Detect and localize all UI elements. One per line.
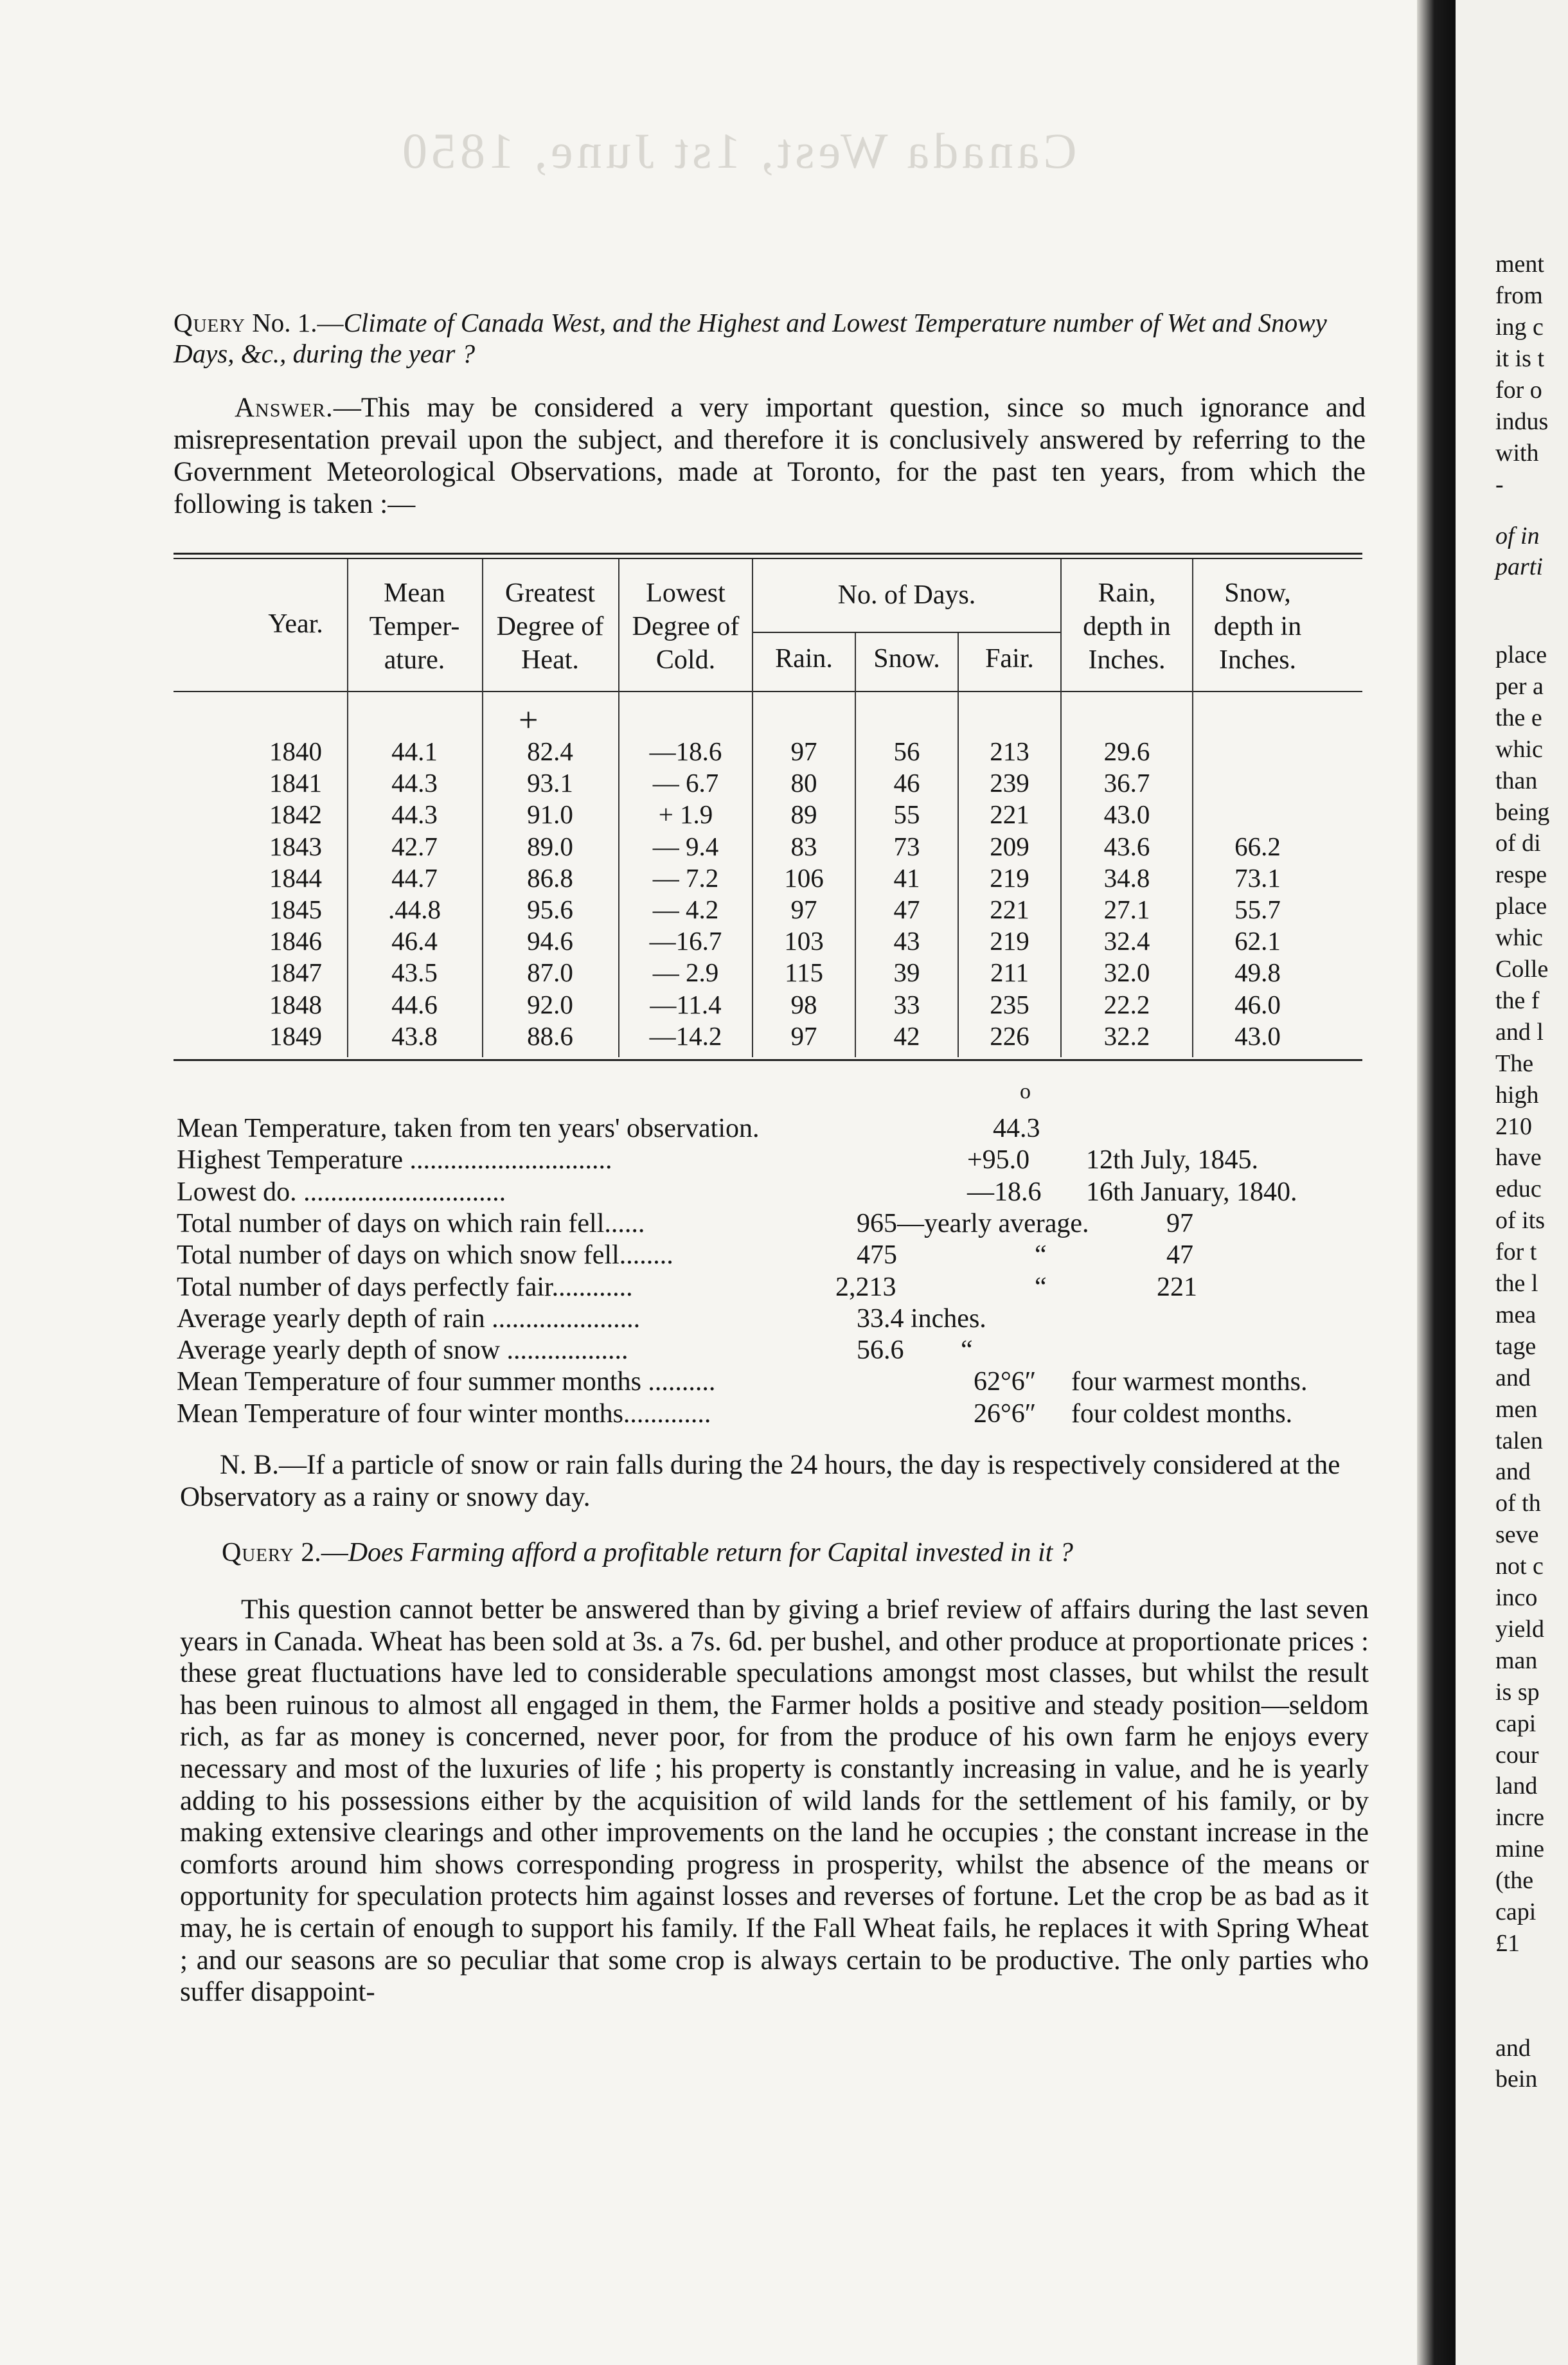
cell-mean: 44.3 [391, 768, 438, 798]
right-page-line: ing c [1495, 314, 1544, 341]
right-page-line: 210 [1495, 1112, 1532, 1140]
cell-year: 1847 [269, 958, 322, 988]
cell-snow-depth: 66.2 [1234, 831, 1281, 861]
summary-value: 33.4 inches. [857, 1303, 986, 1334]
cell-mean: 43.8 [391, 1021, 438, 1051]
cell-snow-depth: 43.0 [1234, 1021, 1281, 1051]
cell-rain: 115 [785, 958, 823, 988]
query-2-heading [222, 1539, 1073, 1566]
cell-fair: 235 [990, 989, 1029, 1019]
right-page-line: ment [1495, 251, 1544, 278]
cell-fair: 211 [990, 958, 1029, 988]
right-page-line: talen [1495, 1427, 1543, 1454]
summary-value: 475 [857, 1240, 897, 1271]
cell-heat: 88.6 [527, 1021, 573, 1051]
header-year: Year. [268, 609, 323, 639]
summary-value: 26°6″ [974, 1398, 1037, 1429]
right-page-line: of its [1495, 1207, 1546, 1235]
summary-value: —18.6 [967, 1177, 1042, 1207]
degree-mark: o [1020, 1080, 1031, 1103]
cell-mean: .44.8 [388, 895, 441, 924]
right-page-line: of th [1495, 1490, 1541, 1517]
answer-label: Answer. [235, 393, 334, 423]
right-page-line: and [1495, 1458, 1531, 1486]
summary-extra: 221 [1157, 1272, 1197, 1302]
summary-label: Total number of days perfectly fair............ [177, 1272, 633, 1302]
table-header-rule [174, 691, 1362, 692]
right-page-line: mine [1495, 1835, 1544, 1863]
right-page-line: whic [1495, 924, 1543, 952]
right-page-line: it is t [1495, 345, 1545, 372]
cell-rain: 89 [790, 799, 817, 830]
cell-mean: 44.6 [391, 989, 438, 1019]
cell-snow-depth: 46.0 [1234, 989, 1281, 1019]
cell-heat: 93.1 [527, 768, 573, 798]
right-page-line: land [1495, 1772, 1538, 1800]
right-page-line: and [1495, 2035, 1531, 2062]
cell-fair: 213 [990, 736, 1029, 766]
summary-value: 56.6 [857, 1335, 904, 1366]
right-page-line: men [1495, 1395, 1538, 1423]
right-page-line: place [1495, 641, 1547, 668]
cell-rain-depth: 34.8 [1103, 862, 1150, 893]
right-page-line: Colle [1495, 956, 1549, 983]
right-page-line: high [1495, 1081, 1539, 1109]
right-page-line: capi [1495, 1709, 1537, 1737]
cell-heat: 92.0 [527, 989, 573, 1019]
cell-mean: 43.5 [391, 958, 438, 988]
cell-mean: 44.3 [391, 799, 438, 830]
right-page-line: of di [1495, 830, 1541, 857]
right-page-line: the f [1495, 986, 1540, 1014]
summary-extra: 97 [1166, 1208, 1193, 1238]
summary-label: Lowest do. .............................. [177, 1177, 506, 1207]
cell-fair: 221 [990, 799, 1029, 830]
ditto-mark: “ [961, 1335, 973, 1366]
cell-fair: 219 [990, 926, 1029, 956]
cell-rain: 106 [784, 862, 824, 893]
right-page-line: of in [1495, 522, 1540, 549]
summary-extra: 16th January, 1840. [1086, 1177, 1297, 1207]
summary-value: 44.3 [993, 1114, 1040, 1143]
cell-mean: 46.4 [391, 926, 438, 956]
table-top-rule-2 [174, 558, 1362, 559]
cell-rain-depth: 43.0 [1103, 799, 1150, 830]
ditto-mark: “ [1035, 1240, 1047, 1271]
plus-sign: + [519, 701, 539, 739]
cell-snow: 43 [893, 926, 920, 956]
right-page-line: indus [1495, 408, 1549, 435]
right-page-line: for o [1495, 377, 1542, 404]
cell-rain-depth: 32.0 [1103, 958, 1150, 988]
right-page-line: whic [1495, 735, 1543, 763]
cell-rain: 103 [784, 926, 824, 956]
cell-year: 1846 [269, 926, 322, 956]
right-page-line: than [1495, 767, 1538, 794]
ditto-mark: “ [1035, 1272, 1047, 1302]
cell-fair: 226 [990, 1021, 1029, 1051]
cell-mean: 44.7 [391, 862, 438, 893]
summary-label: Highest Temperature .............................. [177, 1145, 612, 1175]
right-page-line: parti [1495, 553, 1543, 580]
summary-label: Average yearly depth of snow .................. [177, 1335, 628, 1366]
cell-heat: 95.6 [527, 895, 573, 924]
cell-snow-depth: 49.8 [1234, 958, 1281, 988]
cell-rain-depth: 27.1 [1103, 895, 1150, 924]
right-page-line: - [1495, 471, 1504, 498]
summary-label: Mean Temperature of four winter months............. [177, 1398, 711, 1429]
cell-snow-depth: 73.1 [1234, 862, 1281, 893]
cell-snow: 41 [893, 862, 920, 893]
cell-snow: 33 [893, 989, 920, 1019]
right-page-line: bein [1495, 2066, 1538, 2093]
right-page-line: seve [1495, 1521, 1539, 1549]
right-page-line: and [1495, 1364, 1531, 1391]
cell-cold: — 6.7 [652, 768, 719, 798]
table-top-rule [174, 553, 1362, 555]
right-page-line: capi [1495, 1898, 1537, 1925]
right-page-line: £1 [1495, 1929, 1520, 1957]
cell-cold: + 1.9 [658, 799, 713, 830]
cell-cold: —18.6 [649, 736, 722, 766]
right-page-line: place [1495, 893, 1547, 920]
cell-snow: 46 [893, 768, 920, 798]
right-page-line: educ [1495, 1175, 1542, 1203]
cell-cold: —11.4 [650, 989, 722, 1019]
right-page-line: tage [1495, 1332, 1537, 1360]
cell-heat: 91.0 [527, 799, 573, 830]
cell-snow: 73 [893, 831, 920, 861]
right-page-line: man [1495, 1647, 1538, 1674]
right-page-line: with [1495, 440, 1539, 467]
right-page-line: inco [1495, 1584, 1538, 1611]
answer-paragraph [174, 392, 1366, 521]
cell-cold: —16.7 [649, 926, 722, 956]
header-rain-depth: Rain, depth in Inches. [1083, 578, 1171, 675]
cell-heat: 87.0 [527, 958, 573, 988]
header-snow-depth: Snow, depth in Inches. [1213, 578, 1302, 675]
right-page-line: and l [1495, 1018, 1544, 1046]
cell-cold: — 4.2 [652, 895, 719, 924]
query-label: Query [222, 1538, 294, 1567]
cell-snow-depth: 62.1 [1234, 926, 1281, 956]
summary-value: 965—yearly average. [857, 1208, 1089, 1238]
summary-extra: four coldest months. [1071, 1398, 1293, 1429]
days-subheader-rule [753, 632, 1060, 633]
nb-note: N. B.—If a particle of snow or rain falls during the 24 hours, the day is respectively considered at the Observatory as a rainy or snowy day. [180, 1450, 1341, 1512]
summary-extra: 12th July, 1845. [1086, 1145, 1258, 1175]
cell-year: 1845 [269, 895, 322, 924]
right-page-line: respe [1495, 861, 1547, 889]
summary-label: Average yearly depth of rain ...................... [177, 1303, 641, 1334]
right-page-line: not c [1495, 1553, 1544, 1580]
cell-rain: 97 [790, 1021, 817, 1051]
cell-year: 1840 [269, 736, 322, 766]
cell-mean: 42.7 [391, 831, 438, 861]
cell-snow: 42 [893, 1021, 920, 1051]
cell-fair: 239 [990, 768, 1029, 798]
header-snow: Snow. [873, 644, 940, 674]
header-mean: Mean Temper- ature. [369, 578, 460, 675]
summary-label: Total number of days on which rain fell...... [177, 1208, 645, 1238]
cell-rain: 80 [790, 768, 817, 798]
cell-rain-depth: 32.2 [1103, 1021, 1150, 1051]
query-title: Climate of Canada West, and the Highest and Lowest Temperature number of Wet and Snowy Days, &c., during the year ? [174, 308, 1327, 368]
right-page-line: the l [1495, 1270, 1538, 1297]
cell-rain: 97 [790, 736, 817, 766]
cell-heat: 94.6 [527, 926, 573, 956]
bleed-through-header: Canada West, 1st June, 1850 [398, 123, 1077, 179]
cell-snow: 56 [893, 736, 920, 766]
cell-fair: 209 [990, 831, 1029, 861]
cell-heat: 82.4 [527, 736, 573, 766]
summary-extra: 47 [1166, 1240, 1193, 1271]
right-page-line: being [1495, 798, 1550, 826]
cell-year: 1843 [269, 831, 322, 861]
header-fair: Fair. [985, 644, 1034, 674]
cell-fair: 221 [990, 895, 1029, 924]
cell-rain: 98 [790, 989, 817, 1019]
cell-heat: 86.8 [527, 862, 573, 893]
right-page-line: for t [1495, 1238, 1537, 1266]
answer-text: —This may be considered a very important question, since so much ignorance and misrepresentation prevail upon the subject, and therefore it is conclusively answered by referring to the Government Meteorological Observations, made at Toronto, for the past ten years, from which the following is taken :— [174, 393, 1366, 519]
summary-extra: four warmest months. [1071, 1367, 1308, 1397]
right-page-line: from [1495, 282, 1543, 309]
cell-cold: — 9.4 [652, 831, 719, 861]
cell-heat: 89.0 [527, 831, 573, 861]
right-page-line: per a [1495, 672, 1544, 700]
cell-year: 1842 [269, 799, 322, 830]
summary-label: Mean Temperature, taken from ten years' observation. [177, 1114, 760, 1143]
cell-fair: 219 [990, 862, 1029, 893]
cell-snow-depth: 55.7 [1234, 895, 1281, 924]
header-lowest: Lowest Degree of Cold. [632, 578, 740, 675]
cell-year: 1841 [269, 768, 322, 798]
cell-cold: — 2.9 [652, 958, 719, 988]
summary-value: 62°6″ [974, 1367, 1037, 1397]
cell-cold: — 7.2 [652, 862, 719, 893]
right-page-line: the e [1495, 704, 1542, 731]
cell-year: 1844 [269, 862, 322, 893]
query-number: No. 1.— [252, 308, 344, 337]
cell-snow: 55 [893, 799, 920, 830]
cell-rain-depth: 22.2 [1103, 989, 1150, 1019]
cell-year: 1849 [269, 1021, 322, 1051]
header-no-of-days: No. of Days. [837, 580, 976, 610]
right-page-fragment [1456, 0, 1568, 2365]
summary-label: Total number of days on which snow fell........ [177, 1240, 673, 1271]
query-1-heading [174, 307, 1366, 369]
right-page-line: (the [1495, 1867, 1534, 1895]
query-2-answer: This question cannot better be answered than by giving a brief review of affairs during the last seven years in Canada. Wheat has been sold at 3s. a 7s. 6d. per bushel, and other produce at proportionate prices : these great fluctuations have led to considerable speculations amongst most classes, but whilst the result has been ruinous to almost all engaged in them, the Farmer holds a positive and steady position—seldom rich, as far as money is concerned, never poor, for from the produce of his own farm he enjoys every necessary and most of the luxuries of life ; his property is constantly increasing in value, and he is yearly adding to his possessions either by the acquisition of wild lands for the settlement of his family, or by making extensive clearings and other improvements on the land he occupies ; the constant increase in the comforts around him shows corresponding progress in prosperity, whilst the absence of the means or opportunity for speculation protects him against losses and reverses of fortune. Let the crop be as bad as it may, he is certain of enough to support his family. If the Fall Wheat fails, he replaces it with Spring Wheat ; and our seasons are so peculiar that some crop is always certain to be productive. The only parties who suffer disappoint- [180, 1594, 1369, 2008]
summary-label: Mean Temperature of four summer months .......... [177, 1367, 716, 1397]
book-gutter [1417, 0, 1456, 2365]
cell-rain-depth: 32.4 [1103, 926, 1150, 956]
right-page-line: is sp [1495, 1678, 1540, 1706]
cell-rain: 97 [790, 895, 817, 924]
cell-cold: —14.2 [649, 1021, 722, 1051]
query-number: 2.— [301, 1538, 348, 1567]
header-greatest: Greatest Degree of Heat. [496, 578, 604, 675]
summary-value: +95.0 [967, 1145, 1030, 1175]
cell-rain-depth: 29.6 [1103, 736, 1150, 766]
cell-snow: 39 [893, 958, 920, 988]
cell-rain: 83 [790, 831, 817, 861]
query-label: Query [174, 308, 245, 337]
table-bottom-rule [174, 1059, 1362, 1061]
summary-value: 2,213 [835, 1272, 896, 1302]
cell-rain-depth: 43.6 [1103, 831, 1150, 861]
cell-snow: 47 [893, 895, 920, 924]
right-page-line: yield [1495, 1615, 1544, 1643]
header-rain: Rain. [775, 644, 833, 674]
cell-rain-depth: 36.7 [1103, 768, 1150, 798]
cell-year: 1848 [269, 989, 322, 1019]
cell-mean: 44.1 [391, 736, 438, 766]
right-page-line: have [1495, 1144, 1542, 1172]
query-title: Does Farming afford a profitable return for Capital invested in it ? [348, 1538, 1073, 1567]
right-page-line: The [1495, 1049, 1534, 1077]
right-page-line: incre [1495, 1804, 1544, 1832]
right-page-line: mea [1495, 1301, 1537, 1328]
right-page-line: cour [1495, 1741, 1539, 1769]
